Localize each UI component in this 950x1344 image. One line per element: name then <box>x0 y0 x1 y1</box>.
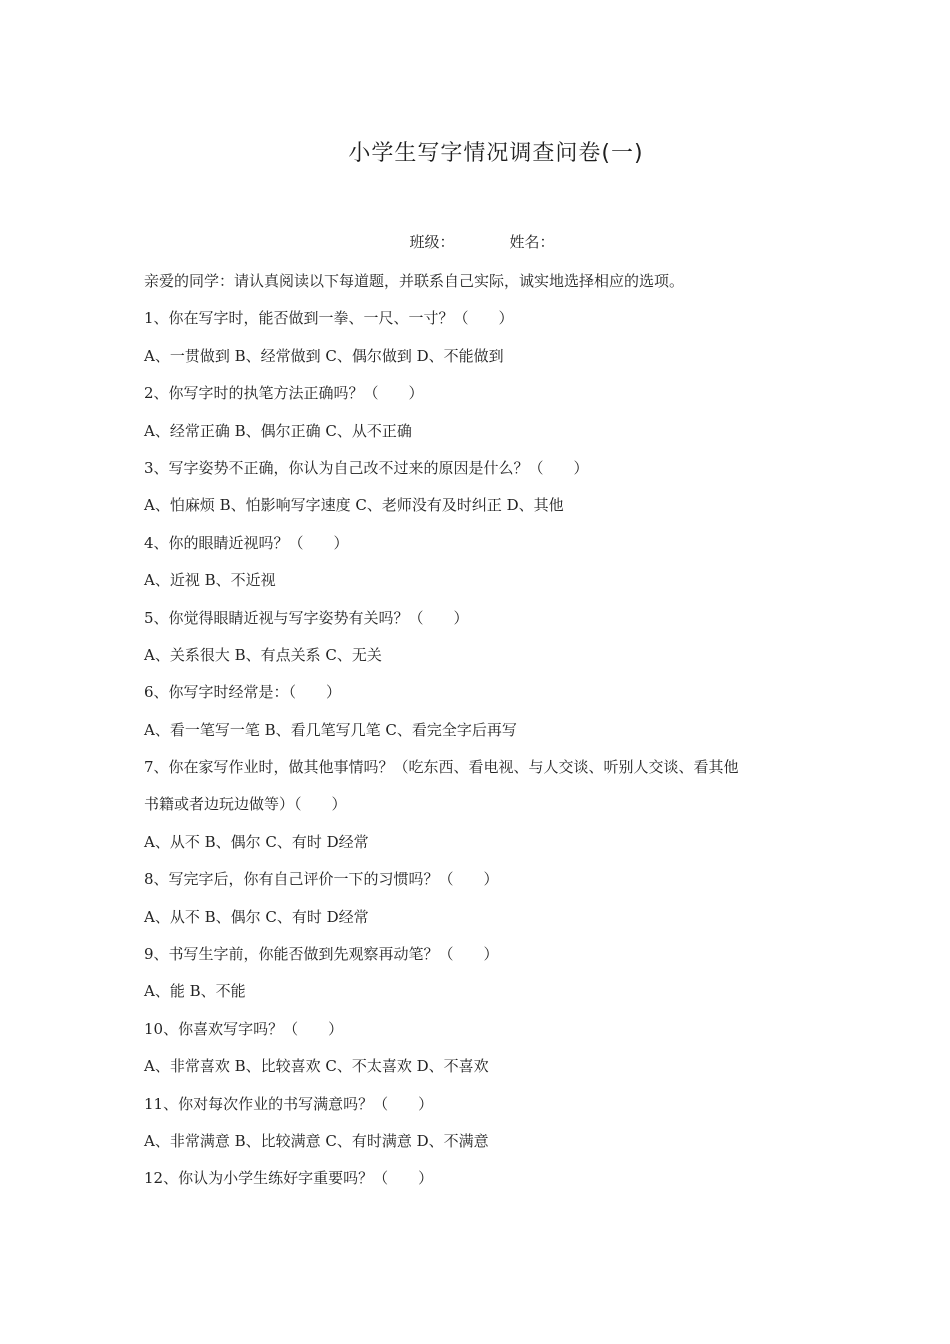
options-11: A、非常满意 B、比较满意 C、有时满意 D、不满意 <box>144 1131 489 1150</box>
intro-text: 亲爱的同学：请认真阅读以下每道题，并联系自己实际，诚实地选择相应的选项。 <box>144 272 685 290</box>
question-9: 9、书写生字前，你能否做到先观察再动笔？（ ） <box>144 945 499 964</box>
question-3: 3、写字姿势不正确，你认为自己改不过来的原因是什么？（ ） <box>144 458 589 477</box>
survey-body <box>144 268 824 1203</box>
question-11: 11、你对每次作业的书写满意吗？（ ） <box>144 1094 434 1113</box>
options-6: A、看一笔写一笔 B、看几笔写几笔 C、看完全字后再写 <box>144 720 517 739</box>
options-3: A、怕麻烦 B、怕影响写字速度 C、老师没有及时纠正 D、其他 <box>144 496 564 515</box>
question-7: 7、你在家写作业时，做其他事情吗？（吃东西、看电视、与人交谈、听别人交谈、看其他 <box>144 758 739 777</box>
question-7-continued: 书籍或者边玩边做等）（ ） <box>144 795 347 814</box>
question-8: 8、写完字后，你有自己评价一下的习惯吗？（ ） <box>144 870 499 889</box>
options-1: A、一贯做到 B、经常做到 C、偶尔做到 D、不能做到 <box>144 346 504 365</box>
options-2: A、经常正确 B、偶尔正确 C、从不正确 <box>144 421 412 440</box>
question-6: 6、你写字时经常是：（ ） <box>144 683 342 702</box>
question-1: 1、你在写字时，能否做到一拳、一尺、一寸？（ ） <box>144 309 514 328</box>
options-5: A、关系很大 B、有点关系 C、无关 <box>144 645 382 664</box>
options-8: A、从不 B、偶尔 C、有时 D经常 <box>144 907 369 926</box>
question-10: 10、你喜欢写字吗？（ ） <box>144 1019 344 1038</box>
options-9: A、能 B、不能 <box>144 982 246 1001</box>
options-7: A、从不 B、偶尔 C、有时 D经常 <box>144 832 369 851</box>
question-4: 4、你的眼睛近视吗？（ ） <box>144 533 349 552</box>
name-label: 姓名： <box>509 233 555 251</box>
class-label: 班级： <box>409 233 455 251</box>
page-title: 小学生写字情况调查问卷(一) <box>348 141 644 166</box>
question-12: 12、你认为小学生练好字重要吗？（ ） <box>144 1169 434 1188</box>
options-10: A、非常喜欢 B、比较喜欢 C、不太喜欢 D、不喜欢 <box>144 1057 489 1076</box>
question-2: 2、你写字时的执笔方法正确吗？（ ） <box>144 384 424 403</box>
options-4: A、近视 B、不近视 <box>144 571 276 590</box>
question-5: 5、你觉得眼睛近视与写字姿势有关吗？（ ） <box>144 608 469 627</box>
class-name-row <box>400 213 555 252</box>
